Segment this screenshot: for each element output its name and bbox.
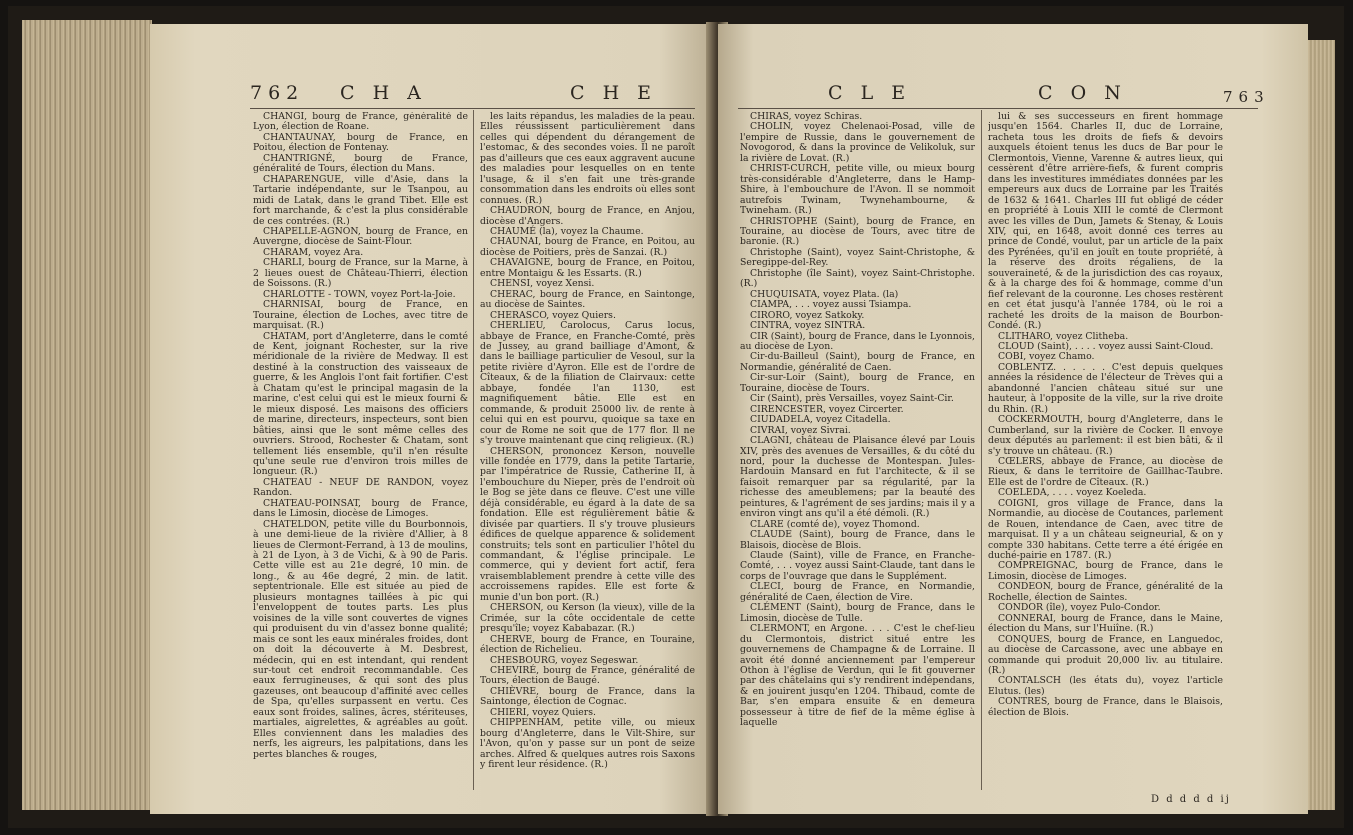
right-column-1 (740, 112, 975, 802)
dictionary-entry: CIUDADELA, voyez Citadella. (750, 414, 891, 426)
dictionary-entry: CLOUD (Saint), . . . . voyez aussi Saint-Cloud. (998, 340, 1214, 352)
left-heading-first: C H A (340, 82, 427, 104)
dictionary-entry: Cir (Saint), près Versailles, voyez Saint-Cir. (750, 393, 954, 405)
dictionary-entry: CHUQUISATA, voyez Plata. (la) (750, 288, 899, 300)
signature-mark: D d d d d ij (1151, 794, 1231, 805)
right-running-head (718, 82, 1308, 106)
dictionary-entry: CHATAM, port d'Angleterre, dans le comté de Kent, joignant Rochester, sur la rive méridionale de la rivière de Medway. Il est destiné à la construction des vaisseaux de guerre, & les Anglois l'ont fait fortifier. C'est à Chatam qu'est le principal magasin de la marine, c'est celui qui est le mieux fourni & le mieux disposé. Les maisons des officiers de marine, directeurs, inspecteurs, sont bien bâties, ainsi que le sont même celles des ouvriers. Strood, Rochester & Chatam, sont tellement liés ensemble, qu'il n'en résulte qu'une seule rue d'environ trois milles de longueur. (R.) (253, 330, 468, 478)
dictionary-entry: CLITHARO, voyez Clitheba. (998, 330, 1129, 342)
dictionary-entry: CŒLERS, abbaye de France, au diocèse de Rieux, & dans le territoire de Gaillhac-Taubre. Elle est de l'ordre de Cîteaux. (R.) (988, 455, 1223, 488)
dictionary-entry: CHERVE, bourg de France, en Touraine, élection de Richelieu. (480, 633, 695, 656)
dictionary-entry: CIR (Saint), bourg de France, dans le Lyonnois, au diocèse de Lyon. (740, 330, 975, 352)
dictionary-entry: CONTALSCH (les états du), voyez l'article Elutus. (les) (988, 675, 1223, 697)
dictionary-entry: CHAUMÉ (la), voyez la Chaume. (490, 225, 644, 237)
left-column-divider (473, 110, 474, 790)
dictionary-entry: CLECI, bourg de France, en Normandie, généralité de Caen, élection de Vire. (740, 581, 975, 603)
dictionary-entry: CLÉMENT (Saint), bourg de France, dans le Limosin, diocèse de Tulle. (740, 602, 975, 624)
dictionary-entry: CHATEAU-POINSAT, bourg de France, dans le Limosin, diocèse de Limoges. (253, 497, 468, 520)
dictionary-entry: CONTRES, bourg de France, dans le Blaisois, élection de Blois. (988, 696, 1223, 718)
dictionary-entry: Christophe (île Saint), voyez Saint-Christophe. (R.) (740, 267, 975, 290)
dictionary-entry: CHANTRIGNÉ, bourg de France, généralité de Tours, élection du Mans. (253, 152, 468, 175)
dictionary-entry: CHERSON, ou Kerson (la vieux), ville de la Crimée, sur la côte occidentale de cette presqu'île; voyez Kababazar. (R.) (480, 602, 695, 635)
dictionary-entry: CONQUES, bourg de France, en Languedoc, au diocèse de Carcassone, avec une abbaye en commande qui produit 20,000 liv. au titulaire. (R.) (988, 633, 1223, 677)
right-column-divider (981, 110, 982, 790)
dictionary-entry: CHAPELLE-AGNON, bourg de France, en Auvergne, diocèse de Saint-Flour. (253, 225, 468, 248)
dictionary-entry: CLAGNI, château de Plaisance élevé par Louis XIV, près des avenues de Versailles, & du côté du nord, pour la duchesse de Montespan. Jules-Hardouin Mansard en fut l'architecte, & il se faisoit remarquer par sa régularité, par la richesse des ameublemens; par la beauté des peintures, & l'agrément de ses jardins; mais il y a environ vingt ans qu'il a été démoli. (R.) (740, 435, 975, 520)
dictionary-entry: les laits répandus, les maladies de la peau. Elles réussissent particulièrement dans celles qui dépendent du dérangement de l'estomac, & des secondes voies. Il ne paroît pas d'ailleurs que ces eaux aggravent aucune des maladies pour lesquelles on en tente l'usage, & il s'en fait une très-grande consommation dans les endroits où elles sont connues. (R.) (480, 112, 695, 206)
dictionary-entry: CHERSON, prononcez Kerson, nouvelle ville fondée en 1779, dans la petite Tartarie, par l'impératrice de Russie, Catherine II, à l'embouchure du Nieper, près de l'endroit où le Bog se jète dans ce fleuve. C'est une ville déjà considérable, eu égard à la date de sa fondation. Elle est régulièrement bâtie & divisée par quartiers. Il s'y trouve plusieurs édifices de quelque apparence & solidement construits; tels sont en particulier l'hôtel du commandant, & l'église principale. Le commerce, qui y devient fort actif, fera vraisemblablement prendre à cette ville des accroissemens rapides. Elle est forte & munie d'un bon port. (R.) (480, 445, 695, 603)
dictionary-entry: CHATEAU - NEUF DE RANDON, voyez Randon. (253, 476, 468, 499)
right-page-edges (1305, 40, 1335, 810)
dictionary-entry: CONNERAI, bourg de France, dans le Maine, élection du Mans, sur l'Huiîne. (R.) (988, 612, 1223, 635)
right-heading-second: C O N (1038, 82, 1127, 104)
dictionary-entry: CHRIST-CURCH, petite ville, ou mieux bourg très-considérable d'Angleterre, dans le Hamp-Shire, à l'embouchure de l'Avon. Il se nommoit autrefois Twinam, Twynehambourne, & Twineham. (R.) (740, 163, 975, 217)
left-header-rule (250, 108, 695, 109)
right-page (718, 24, 1308, 814)
dictionary-entry: COELEDA, . . . . voyez Koeleda. (998, 487, 1147, 499)
dictionary-entry: CHERLIEU, Carolocus, Carus locus, abbaye de France, en Franche-Comté, près de Jussey, au grand bailliage d'Amont, & dans le bailliage particulier de Vesoul, sur la petite rivière d'Ayron. Elle est de l'ordre de Cîteaux, & de la filiation de Clairvaux: cette abbaye, fondée l'an 1130, est magnifiquement bâtie. Elle est en commande, & produit 25000 liv. de rente à celui qui en est pourvu, quoique sa taxe en cour de Rome ne soit que de 177 flor. Il ne s'y trouve maintenant que cinq religieux. (R.) (480, 320, 695, 447)
dictionary-entry: COMPREIGNAC, bourg de France, dans le Limosin, diocèse de Limoges. (988, 560, 1223, 582)
dictionary-entry: CHIÈVRE, bourg de France, dans la Saintonge, élection de Cognac. (480, 685, 695, 708)
dictionary-entry: CHARLI, bourg de France, sur la Marne, à 2 lieues ouest de Château-Thierri, élection de Soissons. (R.) (253, 257, 468, 290)
dictionary-entry: CIVRAI, voyez Sivrai. (750, 424, 851, 436)
dictionary-entry: CHRISTOPHE (Saint), bourg de France, en Touraine, au diocèse de Tours, avec titre de baronie. (R.) (740, 215, 975, 248)
dictionary-entry: CHERASCO, voyez Quiers. (490, 309, 616, 321)
right-page-number: 763 (1223, 88, 1270, 106)
dictionary-entry: CHIERI, voyez Quiers. (490, 706, 596, 718)
dictionary-entry: CONDOR (île), voyez Pulo-Condor. (998, 602, 1161, 614)
dictionary-entry: CHANTAUNAY, bourg de France, en Poitou, élection de Fontenay. (253, 131, 468, 154)
dictionary-entry: CIRORO, voyez Satkoky. (750, 309, 865, 321)
dictionary-entry: CHATELDON, petite ville du Bourbonnois, à une demi-lieue de la rivière d'Allier, à 8 lieues de Clermont-Ferrand, à 13 de moulins, à 21 de Lyon, à 3 de Vichi, & à 90 de Paris. Cette ville est au 21e degré, 10 min. de long., & au 46e degré, 2 min. de latit. septentrionale. Elle est située au pied de plusieurs montagnes taillées à pic qui l'enveloppent de toutes parts. Les plus voisines de la ville sont couvertes de vignes qui produisent du vin d'assez bonne qualité; mais ce sont les eaux minérales froides, dont on doit la découverte à M. Desbrest, médecin, qui en est intendant, qui rendent sur-tout cet endroit recommandable. Ces eaux ferrugineuses, & qui sont des plus gazeuses, ont beaucoup d'affinité avec celles de Spa, qu'elles surpassent en vertu. Ces eaux sont froides, salines, âcres, stériteuses, martiales, aigrelettes, & agréables au goût. Elles conviennent dans les maladies des nerfs, les aigreurs, les palpitations, dans les pertes blanches & rouges, (253, 518, 468, 760)
left-page-edges (22, 20, 152, 810)
dictionary-entry: CHIRAS, voyez Schiras. (750, 112, 863, 122)
dictionary-entry: CHERAC, bourg de France, en Saintonge, au diocèse de Saintes. (480, 288, 695, 311)
dictionary-entry: COCKERMOUTH, bourg d'Angleterre, dans le Cumberland, sur la rivière de Cocker. Il envoye deux députés au parlement: il est bien bâti, & il s'y trouve un château. (R.) (988, 414, 1223, 457)
dictionary-entry: CLARE (comté de), voyez Thomond. (750, 518, 920, 530)
dictionary-entry: CLERMONT, en Argone. . . . C'est le chef-lieu du Clermontois, district situé entre les gouvernemens de Champagne & de Lorraine. Il avoit été donné anciennement par l'empereur Othon à l'église de Verdun, qui le fit gouverner par des châtelains qui s'y rendirent indépendans, & en jouirent jusqu'en 1204. Thibaud, comte de Bar, s'en empara ensuite & en demeura possesseur à titre de fief de la même église à laquelle (740, 623, 975, 729)
dictionary-entry: CIAMPA, . . . voyez aussi Tsiampa. (750, 299, 912, 311)
left-page-number: 762 (250, 82, 305, 104)
left-page (150, 24, 716, 814)
dictionary-entry: CHAPARENGUE, ville d'Asie, dans la Tartarie indépendante, sur le Tsanpou, au midi de Latak, dans le grand Tibet. Elle est fort marchande, & c'est la plus considérable de ces contrées. (R.) (253, 173, 468, 227)
dictionary-entry: CHANGI, bourg de France, généralité de Lyon, élection de Roane. (253, 112, 468, 133)
dictionary-entry: COIGNI, gros village de France, dans la Normandie, au diocèse de Coutances, parlement de Rouen, intendance de Caen, avec titre de marquisat. Il y a un château seigneurial, & on y compte 330 habitans. Cette terre a été érigée en duché-pairie en 1787. (R.) (988, 497, 1223, 562)
dictionary-entry: CHENSI, voyez Xensi. (490, 278, 595, 290)
dictionary-entry: CHESBOURG, voyez Segeswar. (490, 654, 639, 666)
dictionary-entry: lui & ses successeurs en firent hommage jusqu'en 1564. Charles II, duc de Lorraine, racheta tous les droits de fiefs & devoirs auxquels étoient tenus les ducs de Bar pour le Clermontois, Vienne, Varenne & autres lieux, qui cessèrent d'être arrière-fiefs, & furent compris dans les investitures immédiates données par les empereurs aux ducs de Lorraine par les Traités de 1632 & 1641. Charles III fut obligé de céder en propriété à Louis XIII le comté de Clermont avec les villes de Dun, Jamets & Stenay, & Louis XIV, qui, en 1648, avoit donné ces terres au prince de Condé, voulut, par un article de la paix des Pyrénées, qu'il en jouît en toute propriété, à la réserve des droits régaliens, de la souveraineté, & de la jurisdiction des cas royaux, & à la charge des foi & hommage, comme d'un fief relevant de la couronne. Les choses restèrent en cet état jusqu'à l'année 1784, où le roi a racheté les droits de la maison de Bourbon-Condé. (R.) (988, 112, 1223, 332)
right-header-rule (738, 108, 1258, 109)
dictionary-entry: Cir-sur-Loir (Saint), bourg de France, en Touraine, diocèse de Tours. (740, 372, 975, 394)
dictionary-entry: CHOLIN, voyez Chelenaoi-Posad, ville de l'empire de Russie, dans le gouvernement de Novogorod, & dans la province de Velikoluk, sur la rivière de Lovat. (R.) (740, 121, 975, 164)
dictionary-entry: Christophe (Saint), voyez Saint-Christophe, & Seregippe-del-Rey. (740, 246, 975, 269)
right-heading-first: C L E (828, 82, 912, 104)
dictionary-entry: Claude (Saint), ville de France, en Franche-Comté, . . . voyez aussi Saint-Claude, tant dans le corps de l'ouvrage que dans le Supplément. (740, 550, 975, 582)
dictionary-entry: Cir-du-Bailleul (Saint), bourg de France, en Normandie, généralité de Caen. (740, 351, 975, 373)
dictionary-entry: CIRENCESTER, voyez Circerter. (750, 403, 904, 415)
left-running-head (150, 82, 716, 106)
dictionary-entry: CHARAM, voyez Ara. (263, 246, 364, 258)
dictionary-entry: CHAUNAI, bourg de France, en Poitou, au diocèse de Poitiers, près de Sanzai. (R.) (480, 236, 695, 258)
dictionary-entry: CHARNISAI, bourg de France, en Touraine, élection de Loches, avec titre de marquisat. (R.) (253, 299, 468, 332)
dictionary-entry: CLAUDE (Saint), bourg de France, dans le Blaisois, diocèse de Blois. (740, 529, 975, 551)
dictionary-entry: CHAUDRON, bourg de France, en Anjou, diocèse d'Angers. (480, 205, 695, 227)
left-heading-second: C H E (570, 82, 658, 104)
dictionary-entry: CHEVIRÉ, bourg de France, généralité de Tours, élection de Baugé. (480, 665, 695, 687)
dictionary-entry: COBI, voyez Chamo. (998, 351, 1095, 363)
left-column-1 (253, 112, 468, 802)
left-column-2 (480, 112, 695, 802)
right-column-2 (988, 112, 1223, 784)
dictionary-entry: CINTRA, voyez SINTRA. (750, 320, 866, 332)
dictionary-entry: CHIPPENHAM, petite ville, ou mieux bourg d'Angleterre, dans le Vilt-Shire, sur l'Avon, qu'on y passe sur un pont de seize arches. Alfred & quelques autres rois Saxons y firent leur résidence. (R.) (480, 717, 695, 771)
dictionary-entry: CHAVAIGNE, bourg de France, en Poitou, entre Montaigu & les Essarts. (R.) (480, 257, 695, 279)
dictionary-entry: COBLENTZ. . . . . . C'est depuis quelques années la résidence de l'électeur de Trèves qui a abandonné l'ancien château situé sur une hauteur, à l'opposite de la ville, sur la rive droite du Rhin. (R.) (988, 361, 1223, 415)
dictionary-entry: CONDEON, bourg de France, généralité de la Rochelle, élection de Saintes. (988, 581, 1223, 603)
dictionary-entry: CHARLOTTE - TOWN, voyez Port-la-Joie. (263, 288, 456, 300)
